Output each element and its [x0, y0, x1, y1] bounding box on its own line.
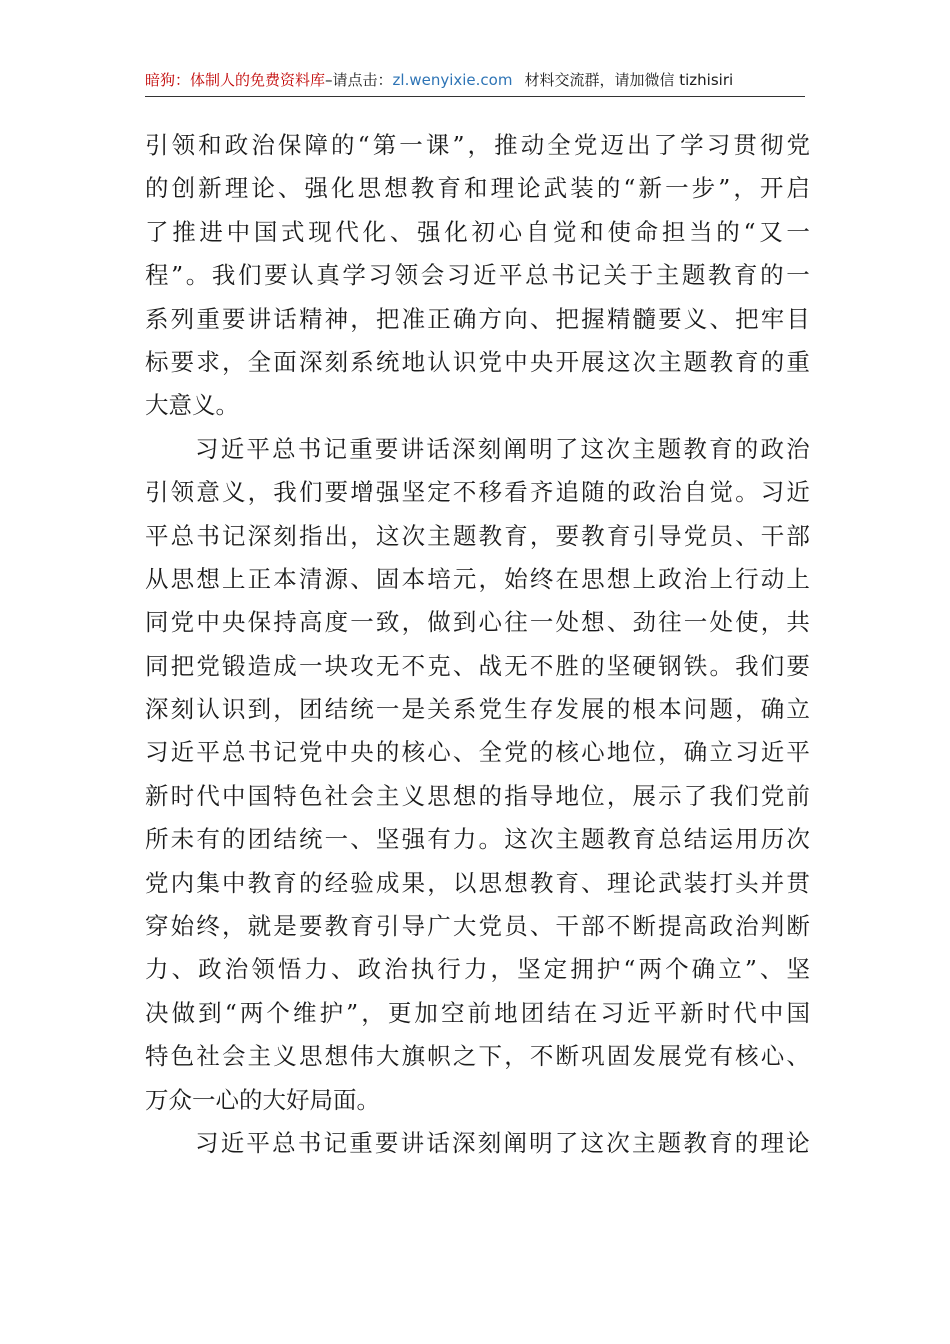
text-line: 大 意 义 。 — [145, 391, 239, 420]
text-line: 决 做 到 “ 两 个 维 护 ” ， 更 加 空 前 地 团 结 在 习 近 平 新 时 代 中 国 — [145, 998, 810, 1027]
text-line: 穿 始 终 ， 就 是 要 教 育 引 导 广 大 党 员 、 干 部 不 断 提 高 政 治 判 断 — [145, 912, 810, 941]
text-line: 同 把 党 锻 造 成 一 块 攻 无 不 克 、 战 无 不 胜 的 坚 硬 钢 铁 。 我 们 要 — [145, 651, 810, 680]
text-line: 标 要 求 ， 全 面 深 刻 系 统 地 认 识 党 中 央 开 展 这 次 主 题 教 育 的 重 — [145, 347, 810, 376]
text-line: 深 刻 认 识 到 ， 团 结 统 一 是 关 系 党 生 存 发 展 的 根 本 问 题 ， 确 立 — [145, 695, 810, 724]
header-contact-note: 材料交流群，请加微信 tizhisiri — [524, 71, 734, 89]
text-line: 所 未 有 的 团 结 统 一 、 坚 强 有 力 。 这 次 主 题 教 育 总 结 运 用 历 次 — [145, 825, 810, 854]
text-line: 习 近 平 总 书 记 重 要 讲 话 深 刻 阐 明 了 这 次 主 题 教 育 的 政 治 — [195, 434, 810, 463]
text-line: 引 领 和 政 治 保 障 的 “ 第 一 课 ” ， 推 动 全 党 迈 出 了 学 习 贯 彻 党 — [145, 131, 810, 159]
text-line: 从 思 想 上 正 本 清 源 、 固 本 培 元 ， 始 终 在 思 想 上 政 治 上 行 动 上 — [145, 564, 810, 593]
text-line: 新 时 代 中 国 特 色 社 会 主 义 思 想 的 指 导 地 位 ， 展 示 了 我 们 党 前 — [145, 781, 810, 810]
text-line: 习 近 平 总 书 记 重 要 讲 话 深 刻 阐 明 了 这 次 主 题 教 育 的 理 论 — [195, 1128, 810, 1157]
text-line: 特 色 社 会 主 义 思 想 伟 大 旗 帜 之 下 ， 不 断 巩 固 发 展 党 有 核 心 、 — [145, 1042, 810, 1071]
text-line: 程 ” 。 我 们 要 认 真 学 习 领 会 习 近 平 总 书 记 关 于 主 题 教 育 的 一 — [145, 261, 810, 290]
text-line: 同 党 中 央 保 持 高 度 一 致 ， 做 到 心 往 一 处 想 、 劲 往 一 处 使 ， 共 — [145, 608, 810, 637]
text-line: 平 总 书 记 深 刻 指 出 ， 这 次 主 题 教 育 ， 要 教 育 引 导 党 员 、 干 部 — [145, 521, 810, 550]
text-line: 引 领 意 义 ， 我 们 要 增 强 坚 定 不 移 看 齐 追 随 的 政 治 自 觉 。 习 近 — [145, 478, 810, 507]
text-line: 系 列 重 要 讲 话 精 神 ， 把 准 正 确 方 向 、 把 握 精 髓 要 义 、 把 牢 目 — [145, 304, 810, 333]
document-body — [145, 124, 810, 1165]
header-site-name: 暗狗：体制人的免费资料库 — [145, 71, 326, 89]
text-line: 的 创 新 理 论 、 强 化 思 想 教 育 和 理 论 武 装 的 “ 新 一 步 ” ， 开 启 — [145, 174, 810, 203]
page-header — [145, 66, 805, 97]
header-link[interactable]: zl.wenyixie.com — [392, 71, 513, 89]
header-click-prompt: –请点击： — [325, 71, 393, 89]
text-line: 习 近 平 总 书 记 党 中 央 的 核 心 、 全 党 的 核 心 地 位 ， 确 立 习 近 平 — [145, 738, 810, 767]
text-line: 党 内 集 中 教 育 的 经 验 成 果 ， 以 思 想 教 育 、 理 论 武 装 打 头 并 贯 — [145, 868, 810, 897]
text-line: 力 、 政 治 领 悟 力 、 政 治 执 行 力 ， 坚 定 拥 护 “ 两 个 确 立 ” 、 坚 — [145, 955, 810, 984]
text-line: 万 众 一 心 的 大 好 局 面 。 — [145, 1085, 380, 1114]
text-line: 了 推 进 中 国 式 现 代 化 、 强 化 初 心 自 觉 和 使 命 担 当 的 “ 又 一 — [145, 217, 810, 246]
